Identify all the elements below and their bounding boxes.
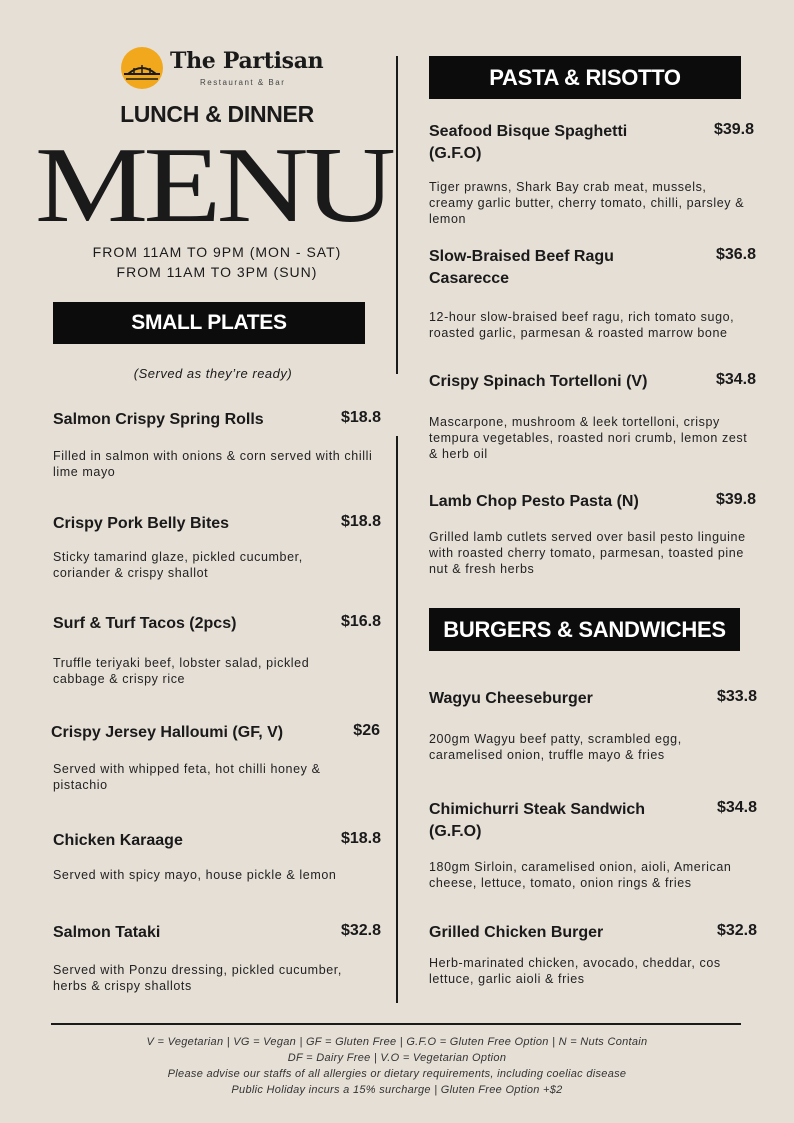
burger-item-desc: 200gm Wagyu beef patty, scrambled egg, caramelised onion, truffle mayo & fries [429,732,682,762]
burger-item-name: Wagyu Cheeseburger [429,690,593,707]
small-plate-name: Surf & Turf Tacos (2pcs) [53,615,237,632]
small-plate-name: Salmon Crispy Spring Rolls [53,411,264,428]
small-plate-price: $16.8 [340,613,381,630]
pasta-item-price: $34.8 [715,371,756,388]
pasta-item-name: Crispy Spinach Tortelloni (V) [429,373,648,390]
small-plate-desc: Served with whipped feta, hot chilli honey & pistachio [53,762,321,792]
burgers-sandwiches-heading: BURGERS & SANDWICHES [429,608,740,651]
dietary-legend-line-2: DF = Dairy Free | V.O = Vegetarian Option [287,1052,507,1064]
hours-weekday: FROM 11AM TO 9PM (MON - SAT) [92,244,342,260]
burger-item-price: $33.8 [716,688,757,705]
pasta-item-price: $39.8 [713,121,754,138]
brand-logo [120,44,324,92]
pasta-item-name: Slow-Braised Beef Ragu Casarecce [429,248,614,287]
small-plate-price: $32.8 [340,922,381,939]
pasta-risotto-heading: PASTA & RISOTTO [429,56,741,99]
menu-service-title: LUNCH & DINNER [120,101,314,127]
pasta-item-desc: Mascarpone, mushroom & leek tortelloni, crispy tempura vegetables, roasted nori crumb, lemon zest & herb oil [429,415,748,461]
burger-item-desc: 180gm Sirloin, caramelised onion, aioli, American cheese, lettuce, tomato, onion rings & fries [429,860,732,890]
surcharge-note: Public Holiday incurs a 15% surcharge | Gluten Free Option +$2 [231,1084,563,1096]
allergy-advice: Please advise our staffs of all allergies or dietary requirements, including coeliac disease [167,1068,627,1080]
small-plates-heading: SMALL PLATES [53,302,365,344]
small-plate-price: $18.8 [340,409,381,426]
pasta-item-name: Seafood Bisque Spaghetti (G.F.O) [429,123,628,162]
bridge-sun-logo-icon [120,46,164,90]
burger-item-name: Chimichurri Steak Sandwich (G.F.O) [429,801,646,840]
brand-name: The Partisan [170,48,324,74]
small-plate-name: Salmon Tataki [53,924,161,941]
small-plate-price: $18.8 [340,830,381,847]
small-plate-name: Chicken Karaage [53,832,183,849]
footer-divider [51,1023,741,1025]
small-plate-desc: Served with spicy mayo, house pickle & lemon [53,868,337,882]
small-plate-price: $26 [353,722,380,739]
dietary-legend-line-1: V = Vegetarian | VG = Vegan | GF = Gluten Free | G.F.O = Gluten Free Option | N = Nuts Contain [146,1036,648,1048]
pasta-item-desc: Tiger prawns, Shark Bay crab meat, mussels, creamy garlic butter, cherry tomato, chilli, parsley & lemon [429,180,745,226]
column-divider-upper [396,56,398,374]
menu-wordmark: MENU [34,126,392,245]
pasta-item-desc: 12-hour slow-braised beef ragu, rich tomato sugo, roasted garlic, parmesan & roasted marrow bone [429,310,735,340]
pasta-item-price: $39.8 [715,491,756,508]
column-divider-lower [396,436,398,1003]
small-plate-desc: Served with Ponzu dressing, pickled cucumber, herbs & crispy shallots [53,963,342,993]
pasta-item-name: Lamb Chop Pesto Pasta (N) [429,493,639,510]
small-plate-desc: Truffle teriyaki beef, lobster salad, pickled cabbage & crispy rice [53,656,310,686]
pasta-item-price: $36.8 [715,246,756,263]
small-plate-desc: Sticky tamarind glaze, pickled cucumber, coriander & crispy shallot [53,550,303,580]
small-plates-note: (Served as they’re ready) [133,366,293,381]
small-plate-desc: Filled in salmon with onions & corn served with chilli lime mayo [53,449,373,479]
burger-item-price: $32.8 [716,922,757,939]
burger-item-price: $34.8 [716,799,757,816]
pasta-item-desc: Grilled lamb cutlets served over basil pesto linguine with roasted cherry tomato, parmesan, toasted pine nut & fresh herbs [429,530,746,576]
small-plate-name: Crispy Jersey Halloumi (GF, V) [51,724,284,741]
burger-item-name: Grilled Chicken Burger [429,924,604,941]
burger-item-desc: Herb-marinated chicken, avocado, cheddar, cos lettuce, garlic aioli & fries [429,956,721,986]
small-plate-price: $18.8 [340,513,381,530]
small-plate-name: Crispy Pork Belly Bites [53,515,230,532]
brand-subtitle: Restaurant & Bar [200,78,286,87]
hours-sunday: FROM 11AM TO 3PM (SUN) [116,264,318,280]
